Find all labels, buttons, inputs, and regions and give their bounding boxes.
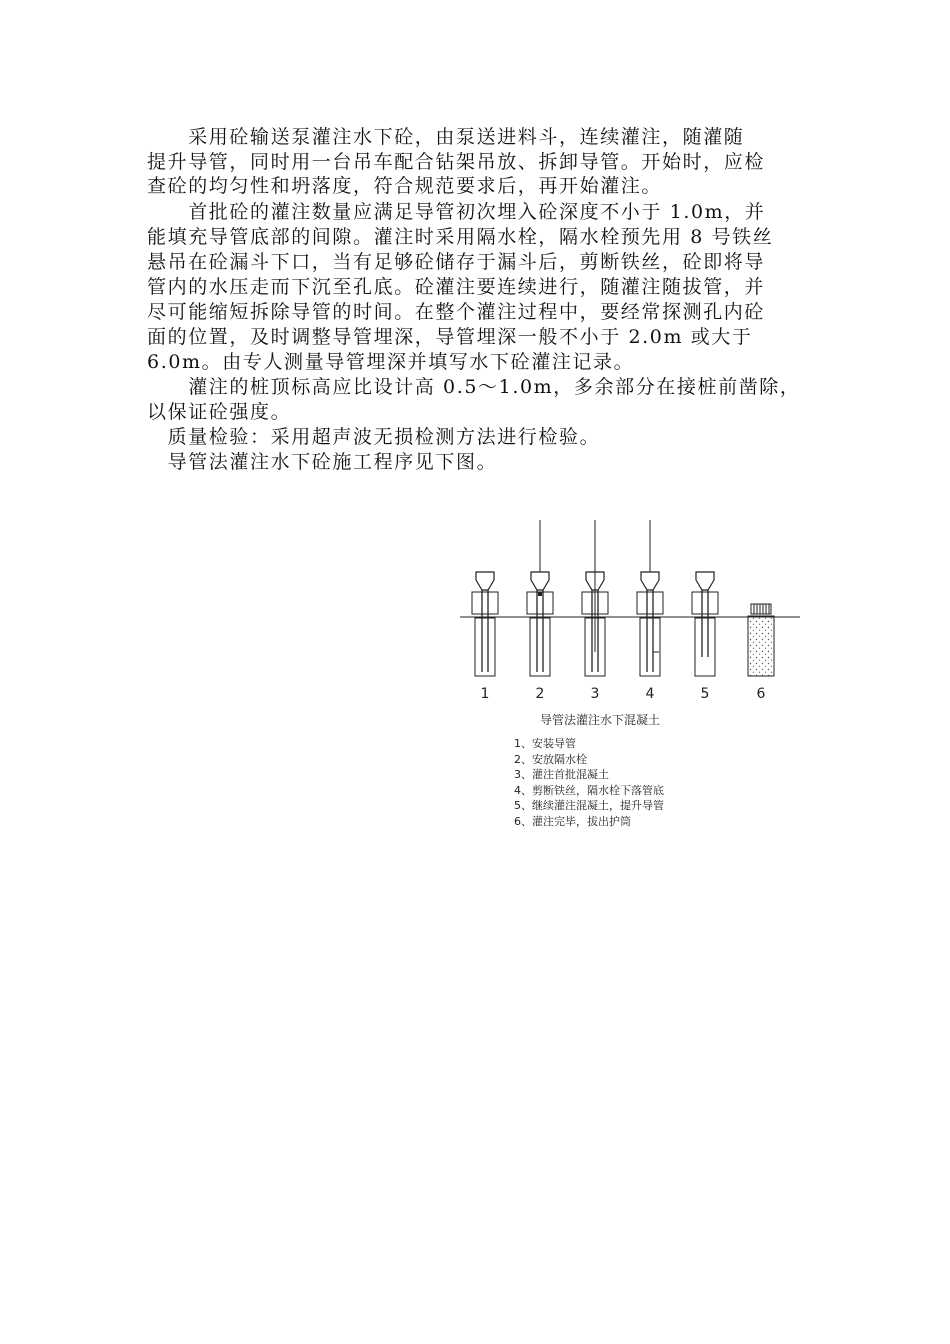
pile-number: 5 xyxy=(700,686,710,702)
paragraph-line: 灌注的桩顶标高应比设计高 0.5～1.0m，多余部分在接桩前凿除， xyxy=(147,376,801,398)
paragraph-line: 管内的水压走而下沉至孔底。砼灌注要连续进行，随灌注随拔管，并 xyxy=(147,276,766,298)
paragraph-line: 尽可能缩短拆除导管的时间。在整个灌注过程中，要经常探测孔内砼 xyxy=(147,301,766,323)
paragraph-line: 6.0m。由专人测量导管埋深并填写水下砼灌注记录。 xyxy=(147,351,635,373)
pile-number: 1 xyxy=(480,686,490,702)
pile-number: 2 xyxy=(535,686,545,702)
paragraph-line: 悬吊在砼漏斗下口，当有足够砼储存于漏斗后，剪断铁丝，砼即将导 xyxy=(147,251,766,273)
figure-legend xyxy=(514,736,664,829)
pile-step-1 xyxy=(472,572,498,676)
legend-item: 4、剪断铁丝，隔水栓下落管底 xyxy=(514,783,664,797)
pile-step-2 xyxy=(527,520,553,676)
legend-item: 1、安装导管 xyxy=(514,737,576,750)
paragraph-line: 能填充导管底部的间隙。灌注时采用隔水栓，隔水栓预先用 8 号铁丝 xyxy=(147,226,774,248)
pile-step-5 xyxy=(692,572,718,676)
legend-item: 5、继续灌注混凝土，提升导管 xyxy=(514,799,664,812)
figure-caption: 导管法灌注水下混凝土 xyxy=(540,713,661,727)
legend-item: 2、安放隔水栓 xyxy=(514,752,587,766)
paragraph-line: 导管法灌注水下砼施工程序见下图。 xyxy=(147,451,498,473)
pile-number: 4 xyxy=(645,686,655,702)
legend-item: 6、灌注完毕，拔出护筒 xyxy=(514,814,631,828)
paragraph-line: 查砼的均匀性和坍落度，符合规范要求后，再开始灌注。 xyxy=(147,175,663,197)
pile-number: 6 xyxy=(756,686,766,702)
tremie-pipe-process-figure xyxy=(455,512,805,832)
paragraph-line: 面的位置，及时调整导管埋深，导管埋深一般不小于 2.0m 或大于 xyxy=(147,326,753,348)
pile-number: 3 xyxy=(590,686,600,702)
legend-item: 3、灌注首批混凝土 xyxy=(514,768,609,781)
paragraph-line: 以保证砼强度。 xyxy=(147,401,292,423)
paragraph-line: 首批砼的灌注数量应满足导管初次埋入砼深度不小于 1.0m，并 xyxy=(147,201,766,223)
pile-step-3 xyxy=(582,520,608,676)
pile-process-diagram xyxy=(455,512,805,692)
pile-step-6 xyxy=(748,604,774,676)
paragraph-line: 提升导管，同时用一台吊车配合钻架吊放、拆卸导管。开始时，应检 xyxy=(147,151,766,173)
pile-step-4 xyxy=(637,520,663,676)
paragraph-line: 质量检验：采用超声波无损检测方法进行检验。 xyxy=(147,426,601,448)
paragraph-line: 采用砼输送泵灌注水下砼，由泵送进料斗，连续灌注，随灌随 xyxy=(147,126,745,148)
